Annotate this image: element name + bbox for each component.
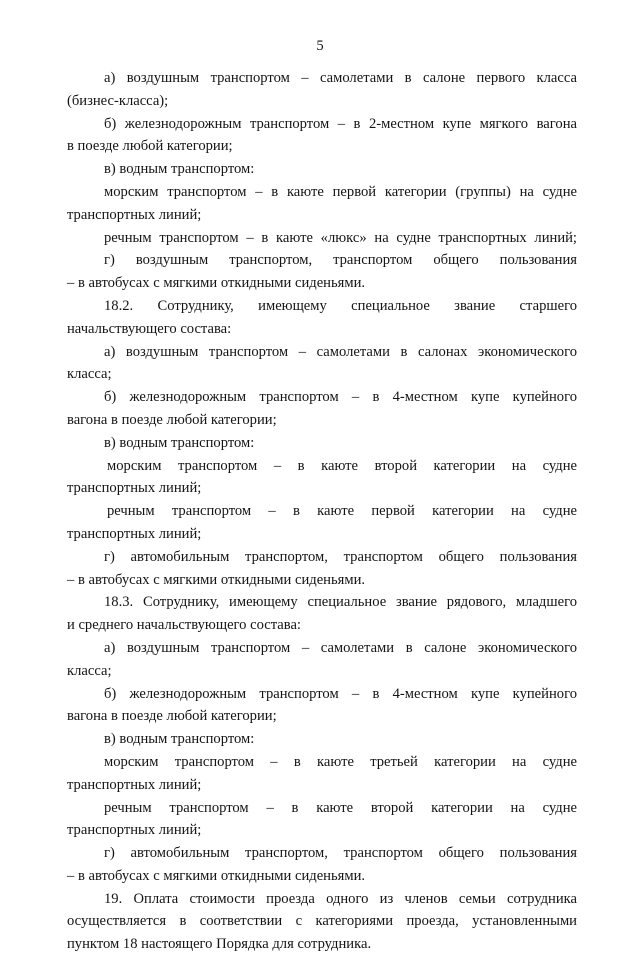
text-line: транспортных линий; [67,776,202,793]
text-line: класса; [67,366,112,383]
text-line: в) водным транспортом: [104,434,255,451]
text-line: класса; [67,662,112,679]
text-line: вагона в поезде любой категории; [67,708,277,725]
text-line: пунктом 18 настоящего Порядка для сотрудника. [67,936,372,953]
text-line: 18.3. Сотруднику, имеющему специальное звание рядового, младшего [104,594,577,611]
text-line: речным транспортом – в каюте второй категории на судне [104,799,577,816]
document-body [67,67,577,956]
text-line: транспортных линий; [67,480,202,497]
text-line: в) водным транспортом: [104,161,255,178]
text-line: г) воздушным транспортом, транспортом общего пользования [104,252,577,269]
text-line: транспортных линий; [67,206,202,223]
text-line: речным транспортом – в каюте «люкс» на судне транспортных линий; [104,229,577,246]
text-line: г) автомобильным транспортом, транспортом общего пользования [104,548,577,565]
text-line: транспортных линий; [67,525,202,542]
text-line: осуществляется в соответствии с категориями проезда, установленными [67,913,577,930]
text-line: морским транспортом – в каюте третьей категории на судне [104,753,577,770]
text-line: (бизнес-класса); [67,92,169,109]
text-line: – в автобусах с мягкими откидными сиденьями. [67,867,366,884]
page-number: 5 [316,38,324,54]
text-line: – в автобусах с мягкими откидными сиденьями. [67,275,366,292]
text-line: транспортных линий; [67,822,202,839]
text-line: б) железнодорожным транспортом – в 4-местном купе купейного [104,389,577,406]
text-line: г) автомобильным транспортом, транспортом общего пользования [104,845,577,862]
text-line: – в автобусах с мягкими откидными сиденьями. [67,571,366,588]
text-line: морским транспортом – в каюте второй категории на судне [107,457,577,474]
text-line: вагона в поезде любой категории; [67,411,277,428]
text-line: 18.2. Сотруднику, имеющему специальное звание старшего [104,297,577,314]
text-line: в поезде любой категории; [67,138,233,155]
text-line: а) воздушным транспортом – самолетами в салоне экономического [104,639,577,656]
text-line: 19. Оплата стоимости проезда одного из членов семьи сотрудника [104,890,577,907]
text-line: а) воздушным транспортом – самолетами в салонах экономического [104,343,577,360]
text-line: начальствующего состава: [67,320,232,337]
text-line: б) железнодорожным транспортом – в 2-местном купе мягкого вагона [104,115,577,132]
text-line: речным транспортом – в каюте первой категории на судне [107,503,577,520]
text-line: морским транспортом – в каюте первой категории (группы) на судне [104,183,577,200]
text-line: в) водным транспортом: [104,731,255,748]
text-line: и среднего начальствующего состава: [67,617,301,634]
text-line: б) железнодорожным транспортом – в 4-местном купе купейного [104,685,577,702]
text-line: а) воздушным транспортом – самолетами в салоне первого класса [104,70,577,86]
